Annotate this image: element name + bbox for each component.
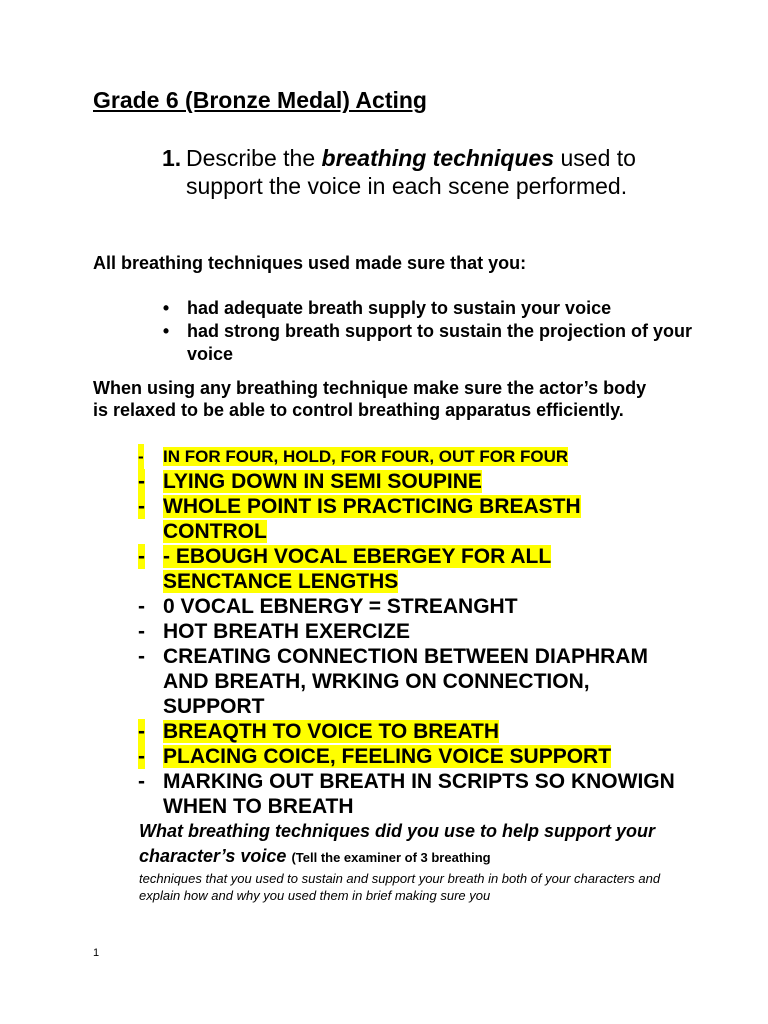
technique-text: LYING DOWN IN SEMI SOUPINE	[163, 470, 482, 493]
question-emphasis: breathing techniques	[321, 145, 555, 171]
bullet-item	[160, 297, 700, 320]
followup-question-text: What breathing techniques did you use to help support your character’s voice	[139, 821, 656, 866]
dash-icon: -	[138, 620, 145, 643]
question-number: 1.	[162, 145, 182, 171]
dash-icon: -	[138, 545, 145, 568]
technique-text: CREATING CONNECTION BETWEEN DIAPHRAM AND BREATH, WRKING ON CONNECTION, SUPPORT	[163, 645, 648, 718]
relax-note: When using any breathing technique make sure the actor’s body is relaxed to be able to control breathing apparatus efficiently.	[93, 378, 647, 420]
bullet-icon: •	[162, 321, 170, 341]
technique-text: BREAQTH TO VOICE TO BREATH	[163, 720, 500, 743]
technique-text: 0 VOCAL EBNERGY = STREANGHT	[163, 595, 518, 618]
page-title: Grade 6 (Bronze Medal) Acting	[93, 87, 427, 113]
page-number: 1	[93, 947, 100, 959]
dash-icon: -	[138, 645, 145, 668]
bullet-text: had adequate breath supply to sustain your voice	[187, 298, 612, 318]
technique-item	[138, 719, 678, 744]
technique-text: HOT BREATH EXERCIZE	[163, 620, 410, 643]
followup-note: techniques that you used to sustain and support your breath in both of your characters and explain how and why you used them in brief making sure you	[139, 871, 661, 903]
bullet-text: had strong breath support to sustain the projection of your voice	[187, 321, 693, 364]
technique-text: MARKING OUT BREATH IN SCRIPTS SO KNOWIGN WHEN TO BREATH	[163, 770, 675, 818]
technique-item	[138, 594, 678, 619]
technique-item	[138, 744, 678, 769]
intro-text: All breathing techniques used made sure that you:	[93, 253, 527, 273]
followup-question	[139, 819, 679, 904]
technique-item	[138, 769, 678, 819]
technique-item	[138, 494, 678, 544]
dash-icon: -	[138, 470, 145, 493]
question-text	[186, 144, 702, 200]
technique-item	[138, 619, 678, 644]
question-block	[162, 144, 702, 200]
technique-text: IN FOR FOUR, HOLD, FOR FOUR, OUT FOR FOUR	[163, 447, 569, 466]
dash-icon: -	[138, 444, 144, 469]
technique-text: WHOLE POINT IS PRACTICING BREASTH CONTROL	[163, 495, 581, 543]
bullet-item	[160, 320, 700, 366]
technique-item	[138, 469, 678, 494]
technique-item	[138, 644, 678, 719]
technique-text: - EBOUGH VOCAL EBERGEY FOR ALL SENCTANCE LENGTHS	[163, 545, 552, 593]
dash-icon: -	[138, 720, 145, 743]
dash-icon: -	[138, 745, 145, 768]
followup-note-lead: (Tell the examiner of 3 breathing	[291, 850, 491, 865]
dash-icon: -	[138, 495, 145, 518]
bullet-list	[160, 297, 700, 366]
question-text-after: used to support the voice in each scene performed.	[186, 145, 636, 199]
technique-text: PLACING COICE, FEELING VOICE SUPPORT	[163, 745, 612, 768]
technique-item	[138, 544, 678, 594]
dash-icon: -	[138, 770, 145, 793]
technique-list	[138, 444, 678, 819]
bullet-icon: •	[162, 298, 170, 318]
dash-icon: -	[138, 595, 145, 618]
technique-item	[138, 444, 678, 469]
question-text-before: Describe the	[186, 145, 322, 171]
